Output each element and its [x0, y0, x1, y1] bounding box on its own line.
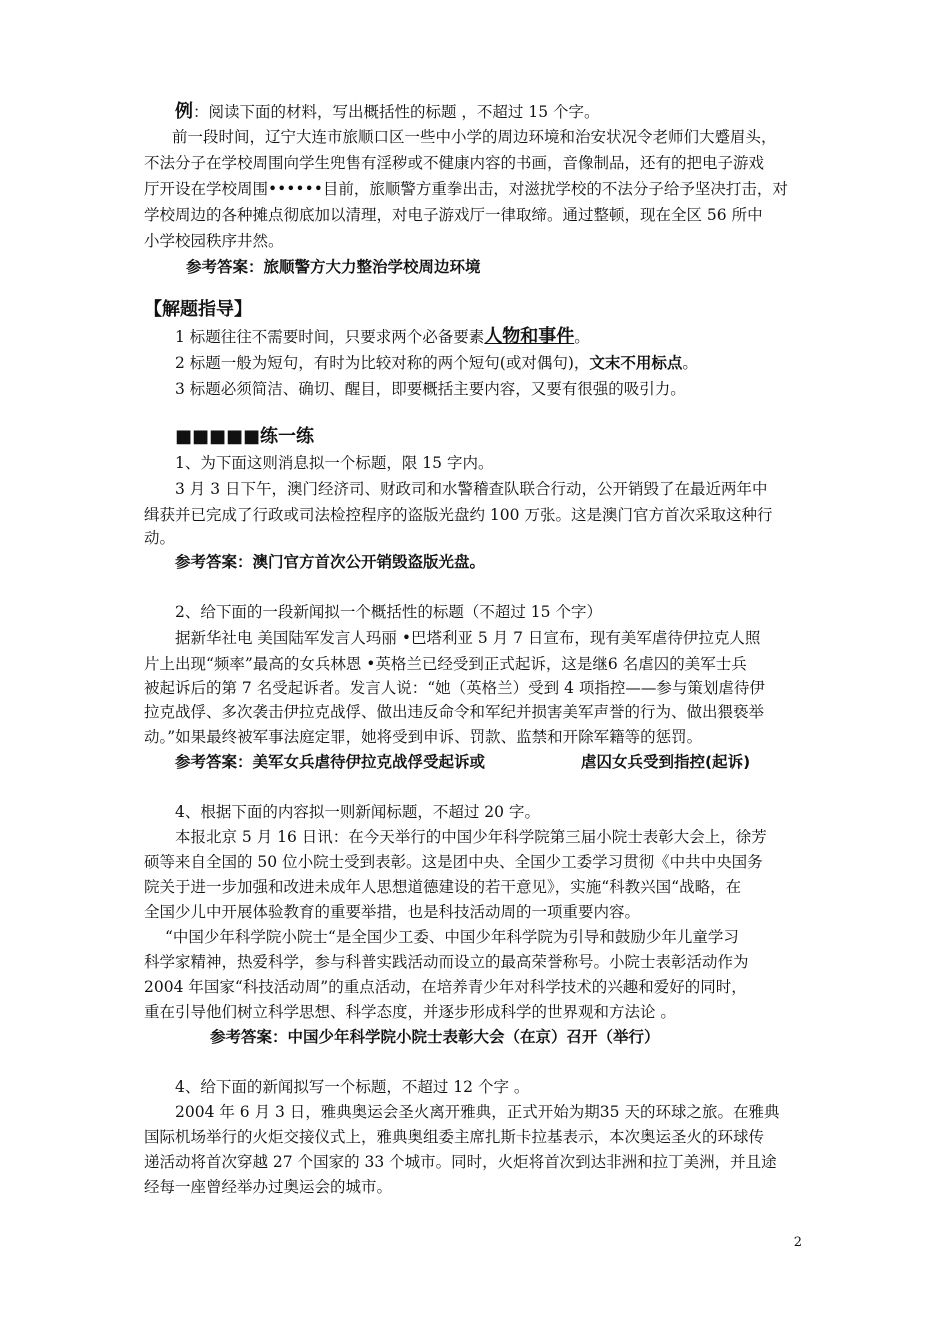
example-prompt [175, 101, 600, 123]
practice-title: ■■■■■练一练 [175, 426, 315, 447]
paragraph-line: 重在引导他们树立科学思想、科学态度，并逐步形成科学的世界观和方法论 。 [144, 1003, 676, 1021]
guide-title: 【解题指导】 [144, 299, 252, 320]
paragraph-line: 国际机场举行的火炬交接仪式上，雅典奥组委主席扎斯卡拉基表示，本次奥运圣火的环球传 [144, 1128, 765, 1146]
paragraph-line: 2004 年 6 月 3 日，雅典奥运会圣火离开雅典，正式开始为期35 天的环球之旅。在雅典 [175, 1103, 780, 1121]
guide-item-3: 3 标题必须简洁、确切、醒目，即要概括主要内容，又要有很强的吸引力。 [175, 380, 686, 398]
paragraph-line: 科学家精神，热爱科学，参与科普实践活动而设立的最高荣誉称号。小院士表彰活动作为 [144, 953, 749, 971]
example-label: 例 [175, 101, 193, 122]
paragraph-line: 院关于进一步加强和改进未成年人思想道德建设的若干意见》，实施“科教兴国“战略，在 [144, 878, 742, 896]
paragraph-line: 2004 年国家“科技活动周”的重点活动，在培养青少年对科学技术的兴趣和爱好的同时， [144, 978, 747, 996]
paragraph-line: 动。”如果最终被军事法庭定罪，她将受到申诉、罚款、监禁和开除军籍等的惩罚。 [144, 728, 703, 746]
guide-item-1-end: 。 [574, 328, 590, 346]
guide-item-2 [175, 352, 698, 374]
example-prompt-text: ：阅读下面的材料，写出概括性的标题 ，不超过 15 个字。 [193, 103, 600, 121]
guide-item-2-end: 。 [682, 354, 698, 372]
paragraph-line: 缉获并已完成了行政或司法检控程序的盗版光盘约 100 万张。这是澳门官方首次采取这种行 [144, 506, 773, 524]
paragraph-line: 厅开设在学校周围••••••目前，旅顺警方重拳出击，对滋扰学校的不法分子给予坚决打击，对 [144, 180, 788, 198]
paragraph-line: 不法分子在学校周围向学生兜售有淫秽或不健康内容的书画，音像制品，还有的把电子游戏 [144, 154, 765, 172]
question-2-answer-alt: 虐囚女兵受到指控(起诉) [581, 753, 751, 771]
question-2-prompt: 2、给下面的一段新闻拟一个概括性的标题（不超过 15 个字） [175, 603, 602, 621]
guide-item-1 [175, 326, 590, 348]
paragraph-line: 被起诉后的第 7 名受起诉者。发言人说：“她（英格兰）受到 4 项指控——参与策划虐待伊 [144, 679, 765, 697]
paragraph-line: 小学校园秩序井然。 [144, 232, 284, 250]
question-1-answer: 参考答案：澳门官方首次公开销毁盗版光盘。 [175, 553, 486, 571]
paragraph-line: 前一段时间，辽宁大连市旅顺口区一些中小学的周边环境和治安状况令老师们大蹙眉头， [172, 128, 777, 146]
paragraph-line: 拉克战俘、多次袭击伊拉克战俘、做出违反命令和军纪并损害美军声誉的行为、做出猥亵举 [144, 703, 765, 721]
paragraph-line: 动。 [144, 529, 176, 547]
page-number: 2 [793, 1235, 802, 1250]
guide-item-1-emphasis: 人物和事件 [484, 326, 575, 347]
question-3-prompt: 4、根据下面的内容拟一则新闻标题，不超过 20 字。 [175, 803, 540, 821]
guide-item-1-text: 1 标题往往不需要时间，只要求两个必备要素 [175, 328, 485, 346]
question-1-prompt: 1、为下面这则消息拟一个标题，限 15 字内。 [175, 454, 494, 472]
paragraph-line: 据新华社电 美国陆军发言人玛丽 •巴塔利亚 5 月 7 日宣布，现有美军虐待伊拉克人照 [175, 629, 761, 647]
example-answer: 参考答案：旅顺警方大力整治学校周边环境 [186, 258, 481, 276]
paragraph-line: 递活动将首次穿越 27 个国家的 33 个城市。同时，火炬将首次到达非洲和拉丁美洲，并且途 [144, 1153, 777, 1171]
paragraph-line: 学校周边的各种摊点彻底加以清理，对电子游戏厅一律取缔。通过整顿，现在全区 56 所中 [144, 206, 763, 224]
paragraph-line: 全国少儿中开展体验教育的重要举措，也是科技活动周的一项重要内容。 [144, 903, 641, 921]
guide-item-2-text: 2 标题一般为短句，有时为比较对称的两个短句(或对偶句)， [175, 354, 590, 372]
paragraph-line: “中国少年科学院小院士“是全国少工委、中国少年科学院为引导和鼓励少年儿童学习 [165, 928, 739, 946]
question-2-answer: 参考答案：美军女兵虐待伊拉克战俘受起诉或 [175, 753, 486, 771]
paragraph-line: 3 月 3 日下午，澳门经济司、财政司和水警稽查队联合行动，公开销毁了在最近两年中 [175, 480, 768, 498]
paragraph-line: 片上出现“频率”最高的女兵林恩 •英格兰已经受到正式起诉，这是继6 名虐囚的美军士兵 [144, 655, 747, 673]
paragraph-line: 本报北京 5 月 16 日讯：在今天举行的中国少年科学院第三届小院士表彰大会上，徐芳 [175, 828, 767, 846]
question-3-answer: 参考答案：中国少年科学院小院士表彰大会（在京）召开（举行） [210, 1028, 660, 1046]
paragraph-line: 经每一座曾经举办过奥运会的城市。 [144, 1178, 393, 1196]
guide-item-2-emphasis: 文末不用标点 [589, 354, 683, 372]
question-4-prompt: 4、给下面的新闻拟写一个标题，不超过 12 个字 。 [175, 1078, 530, 1096]
paragraph-line: 硕等来自全国的 50 位小院士受到表彰。这是团中央、全国少工委学习贯彻《中共中央国务 [144, 853, 763, 871]
